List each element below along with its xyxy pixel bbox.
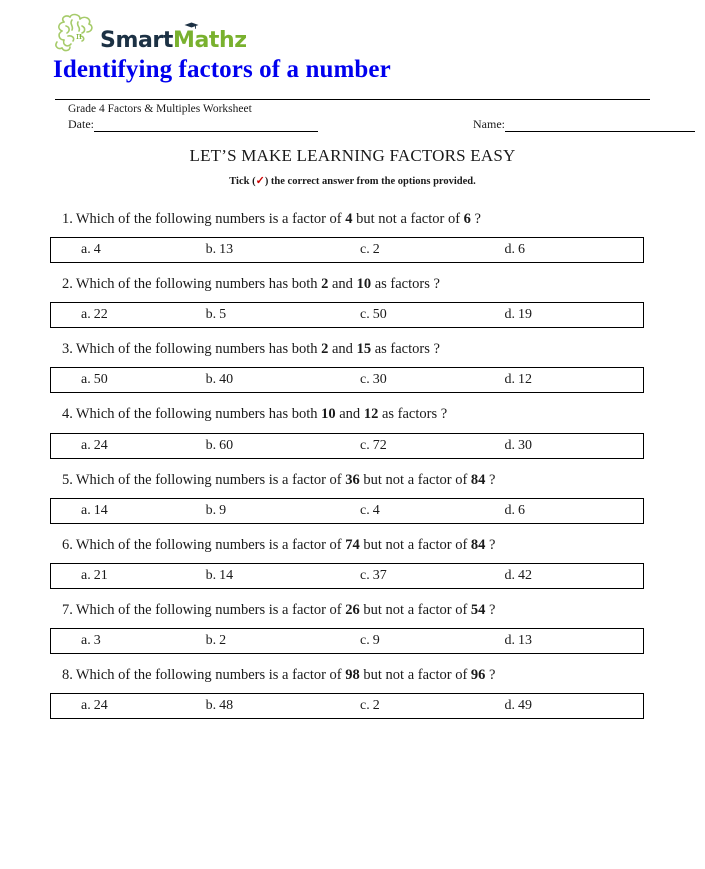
option-value: 14: [219, 567, 234, 583]
brain-pi-icon: [52, 12, 98, 56]
option-value: 4: [93, 242, 101, 258]
answer-option[interactable]: [360, 633, 504, 649]
question-connector: but not a factor of: [359, 536, 471, 553]
answer-option[interactable]: [505, 372, 644, 388]
question-text: [62, 198, 705, 228]
option-letter: d.: [504, 437, 515, 453]
answer-option[interactable]: [51, 438, 206, 454]
answer-option[interactable]: [505, 438, 644, 454]
answer-option[interactable]: [360, 372, 504, 388]
question-number: 2.: [62, 276, 73, 293]
answer-option[interactable]: [505, 568, 644, 584]
question-prefix: Which of the following numbers has both: [75, 406, 322, 423]
answer-option[interactable]: [360, 568, 504, 584]
option-value: 50: [93, 372, 108, 388]
option-letter: a.: [81, 632, 91, 648]
question-number: 3.: [62, 341, 73, 358]
option-value: 49: [518, 698, 532, 713]
check-icon: ✓: [255, 175, 265, 187]
option-value: 30: [372, 372, 387, 388]
option-letter: d.: [504, 698, 515, 713]
question-connector: and: [335, 406, 364, 423]
answer-option[interactable]: [505, 698, 644, 714]
question-number: 8.: [62, 666, 73, 683]
option-value: 2: [372, 242, 380, 258]
svg-text:π: π: [76, 32, 82, 42]
name-field-group: [473, 117, 695, 132]
brand-name-mathz: [173, 30, 247, 52]
question-number-value-2: 84: [470, 536, 486, 553]
question-number: 5.: [62, 471, 73, 488]
option-letter: c.: [360, 372, 370, 388]
question-suffix: as factors ?: [371, 341, 440, 358]
option-letter: b.: [205, 502, 217, 518]
question-suffix: as factors ?: [378, 406, 448, 423]
question-suffix: ?: [485, 471, 496, 488]
question-prefix: Which of the following numbers has both: [75, 341, 322, 358]
options-box: [50, 237, 644, 263]
option-letter: a.: [81, 242, 91, 258]
question-number-value-1: 26: [345, 601, 360, 618]
option-value: 21: [93, 567, 108, 583]
option-value: 12: [518, 372, 532, 388]
question-connector: but not a factor of: [359, 666, 471, 683]
answer-option[interactable]: [51, 698, 206, 714]
option-value: 14: [93, 502, 108, 518]
question-number-value-1: 4: [345, 211, 353, 227]
name-input-line[interactable]: [505, 120, 695, 132]
option-value: 42: [518, 567, 532, 583]
question-text: [62, 524, 705, 554]
option-letter: b.: [205, 307, 217, 323]
question-number: 1.: [62, 211, 73, 227]
question-number-value-1: 2: [321, 341, 329, 358]
question-suffix: ?: [485, 601, 496, 618]
question-text: [62, 589, 705, 619]
option-value: 9: [372, 632, 380, 648]
option-letter: b.: [205, 632, 217, 648]
option-letter: c.: [360, 698, 370, 713]
worksheet-instruction: [0, 174, 705, 187]
answer-option[interactable]: [505, 503, 644, 519]
options-box: [50, 302, 644, 328]
option-letter: d.: [504, 632, 515, 648]
option-value: 9: [219, 502, 227, 518]
question-text: [62, 459, 705, 489]
question-number-value-1: 74: [345, 536, 360, 553]
answer-option[interactable]: [360, 698, 504, 714]
option-letter: d.: [504, 242, 515, 258]
option-value: 30: [518, 437, 532, 453]
option-value: 6: [518, 502, 525, 518]
question-connector: but not a factor of: [359, 601, 471, 618]
option-letter: a.: [81, 372, 91, 388]
options-box: [50, 693, 644, 719]
options-box: [50, 433, 644, 459]
question-connector: but not a factor of: [359, 471, 471, 488]
answer-option[interactable]: [51, 372, 206, 388]
option-value: 4: [372, 502, 380, 518]
graduation-cap-icon: [184, 22, 199, 30]
answer-option[interactable]: [51, 242, 206, 258]
answer-option[interactable]: [505, 307, 644, 323]
question-number-value-1: 10: [321, 406, 336, 423]
worksheet-heading: LET’S MAKE LEARNING FACTORS EASY: [189, 146, 516, 165]
option-letter: d.: [504, 372, 515, 388]
option-letter: c.: [360, 502, 370, 518]
question-suffix: ?: [470, 211, 481, 227]
answer-option[interactable]: [206, 698, 360, 714]
option-value: 13: [518, 632, 532, 648]
option-letter: b.: [205, 698, 217, 713]
header-divider: [55, 99, 650, 100]
question-prefix: Which of the following numbers is a factor of: [75, 536, 346, 553]
question-number: 6.: [62, 536, 73, 553]
question-connector: and: [328, 341, 357, 358]
question-suffix: ?: [485, 536, 496, 553]
question-number: 4.: [62, 406, 73, 423]
option-letter: c.: [360, 632, 370, 648]
question-block: [0, 654, 705, 719]
answer-option[interactable]: [51, 503, 206, 519]
answer-option[interactable]: [206, 503, 360, 519]
question-connector: and: [328, 276, 357, 293]
question-number-value-2: 12: [363, 406, 379, 423]
question-list: [0, 198, 705, 719]
question-number-value-2: 54: [470, 601, 486, 618]
question-number: 7.: [62, 601, 73, 618]
page-title: Identifying factors of a number: [53, 56, 391, 83]
option-value: 72: [372, 437, 387, 453]
answer-option[interactable]: [206, 307, 360, 323]
instruction-text-before: Tick (: [229, 176, 256, 187]
answer-option[interactable]: [360, 307, 504, 323]
question-block: [0, 328, 705, 393]
option-letter: b.: [205, 567, 217, 583]
option-value: 60: [219, 437, 234, 453]
question-number-value-1: 98: [345, 666, 360, 683]
question-text: [62, 654, 705, 684]
question-suffix: ?: [485, 666, 496, 683]
question-connector: but not a factor of: [352, 211, 464, 227]
brand-logo: [52, 10, 247, 56]
question-number-value-2: 96: [470, 666, 486, 683]
question-number-value-1: 2: [321, 276, 329, 293]
question-number-value-1: 36: [345, 471, 360, 488]
question-number-value-2: 15: [356, 341, 372, 358]
option-letter: c.: [360, 567, 370, 583]
meta-fields: [68, 117, 653, 132]
option-value: 3: [93, 632, 101, 648]
option-value: 6: [518, 242, 525, 258]
option-letter: d.: [504, 502, 515, 518]
option-value: 48: [219, 698, 234, 713]
worksheet-subject-line: Grade 4 Factors & Multiples Worksheet: [68, 103, 252, 115]
option-letter: a.: [81, 698, 91, 713]
option-letter: c.: [360, 437, 370, 453]
question-prefix: Which of the following numbers is a factor of: [75, 471, 346, 488]
option-letter: b.: [205, 242, 217, 258]
option-letter: b.: [205, 372, 217, 388]
option-letter: c.: [360, 307, 370, 323]
answer-option[interactable]: [505, 242, 644, 258]
option-value: 50: [372, 307, 387, 323]
answer-option[interactable]: [206, 633, 360, 649]
question-block: [0, 524, 705, 589]
option-value: 37: [372, 567, 387, 583]
option-letter: a.: [81, 437, 91, 453]
option-value: 13: [219, 242, 234, 258]
question-prefix: Which of the following numbers is a factor of: [75, 601, 346, 618]
question-suffix: as factors ?: [371, 276, 440, 293]
options-box: [50, 498, 644, 524]
options-box: [50, 367, 644, 393]
instruction-text-after: ) the correct answer from the options provided.: [264, 176, 476, 187]
option-letter: a.: [81, 502, 91, 518]
option-letter: a.: [81, 307, 91, 323]
option-letter: b.: [205, 437, 217, 453]
question-block: [0, 589, 705, 654]
brand-name-smart: Smart: [100, 28, 173, 53]
answer-option[interactable]: [206, 372, 360, 388]
option-value: 2: [219, 632, 227, 648]
option-letter: d.: [504, 307, 515, 323]
option-value: 5: [219, 307, 227, 323]
question-block: [0, 198, 705, 263]
question-block: [0, 263, 705, 328]
question-block: [0, 459, 705, 524]
answer-option[interactable]: [51, 568, 206, 584]
question-number-value-2: 10: [356, 276, 372, 293]
answer-option[interactable]: [360, 242, 504, 258]
answer-option[interactable]: [206, 438, 360, 454]
question-number-value-2: 6: [463, 211, 471, 227]
question-block: [0, 393, 705, 458]
question-number-value-2: 84: [470, 471, 486, 488]
option-letter: d.: [504, 567, 515, 583]
answer-option[interactable]: [51, 633, 206, 649]
option-value: 22: [93, 307, 108, 323]
question-text: [62, 393, 705, 423]
option-value: 40: [219, 372, 234, 388]
question-text: [62, 328, 705, 358]
name-label: Name:: [473, 117, 505, 131]
brand-name-mathz-text: Mathz: [172, 28, 247, 53]
answer-option[interactable]: [206, 568, 360, 584]
answer-option[interactable]: [206, 242, 360, 258]
option-letter: c.: [360, 242, 370, 258]
option-letter: a.: [81, 567, 91, 583]
answer-option[interactable]: [360, 503, 504, 519]
answer-option[interactable]: [51, 307, 206, 323]
option-value: 2: [372, 698, 380, 713]
option-value: 24: [93, 698, 108, 713]
options-box: [50, 563, 644, 589]
question-prefix: Which of the following numbers is a factor of: [75, 211, 346, 227]
option-value: 19: [518, 307, 532, 323]
date-input-line[interactable]: [94, 120, 318, 132]
options-box: [50, 628, 644, 654]
answer-option[interactable]: [505, 633, 644, 649]
option-value: 24: [93, 437, 108, 453]
question-text: [62, 263, 705, 293]
date-label: Date:: [68, 117, 94, 131]
answer-option[interactable]: [360, 438, 504, 454]
question-prefix: Which of the following numbers is a factor of: [75, 666, 346, 683]
question-prefix: Which of the following numbers has both: [75, 276, 322, 293]
